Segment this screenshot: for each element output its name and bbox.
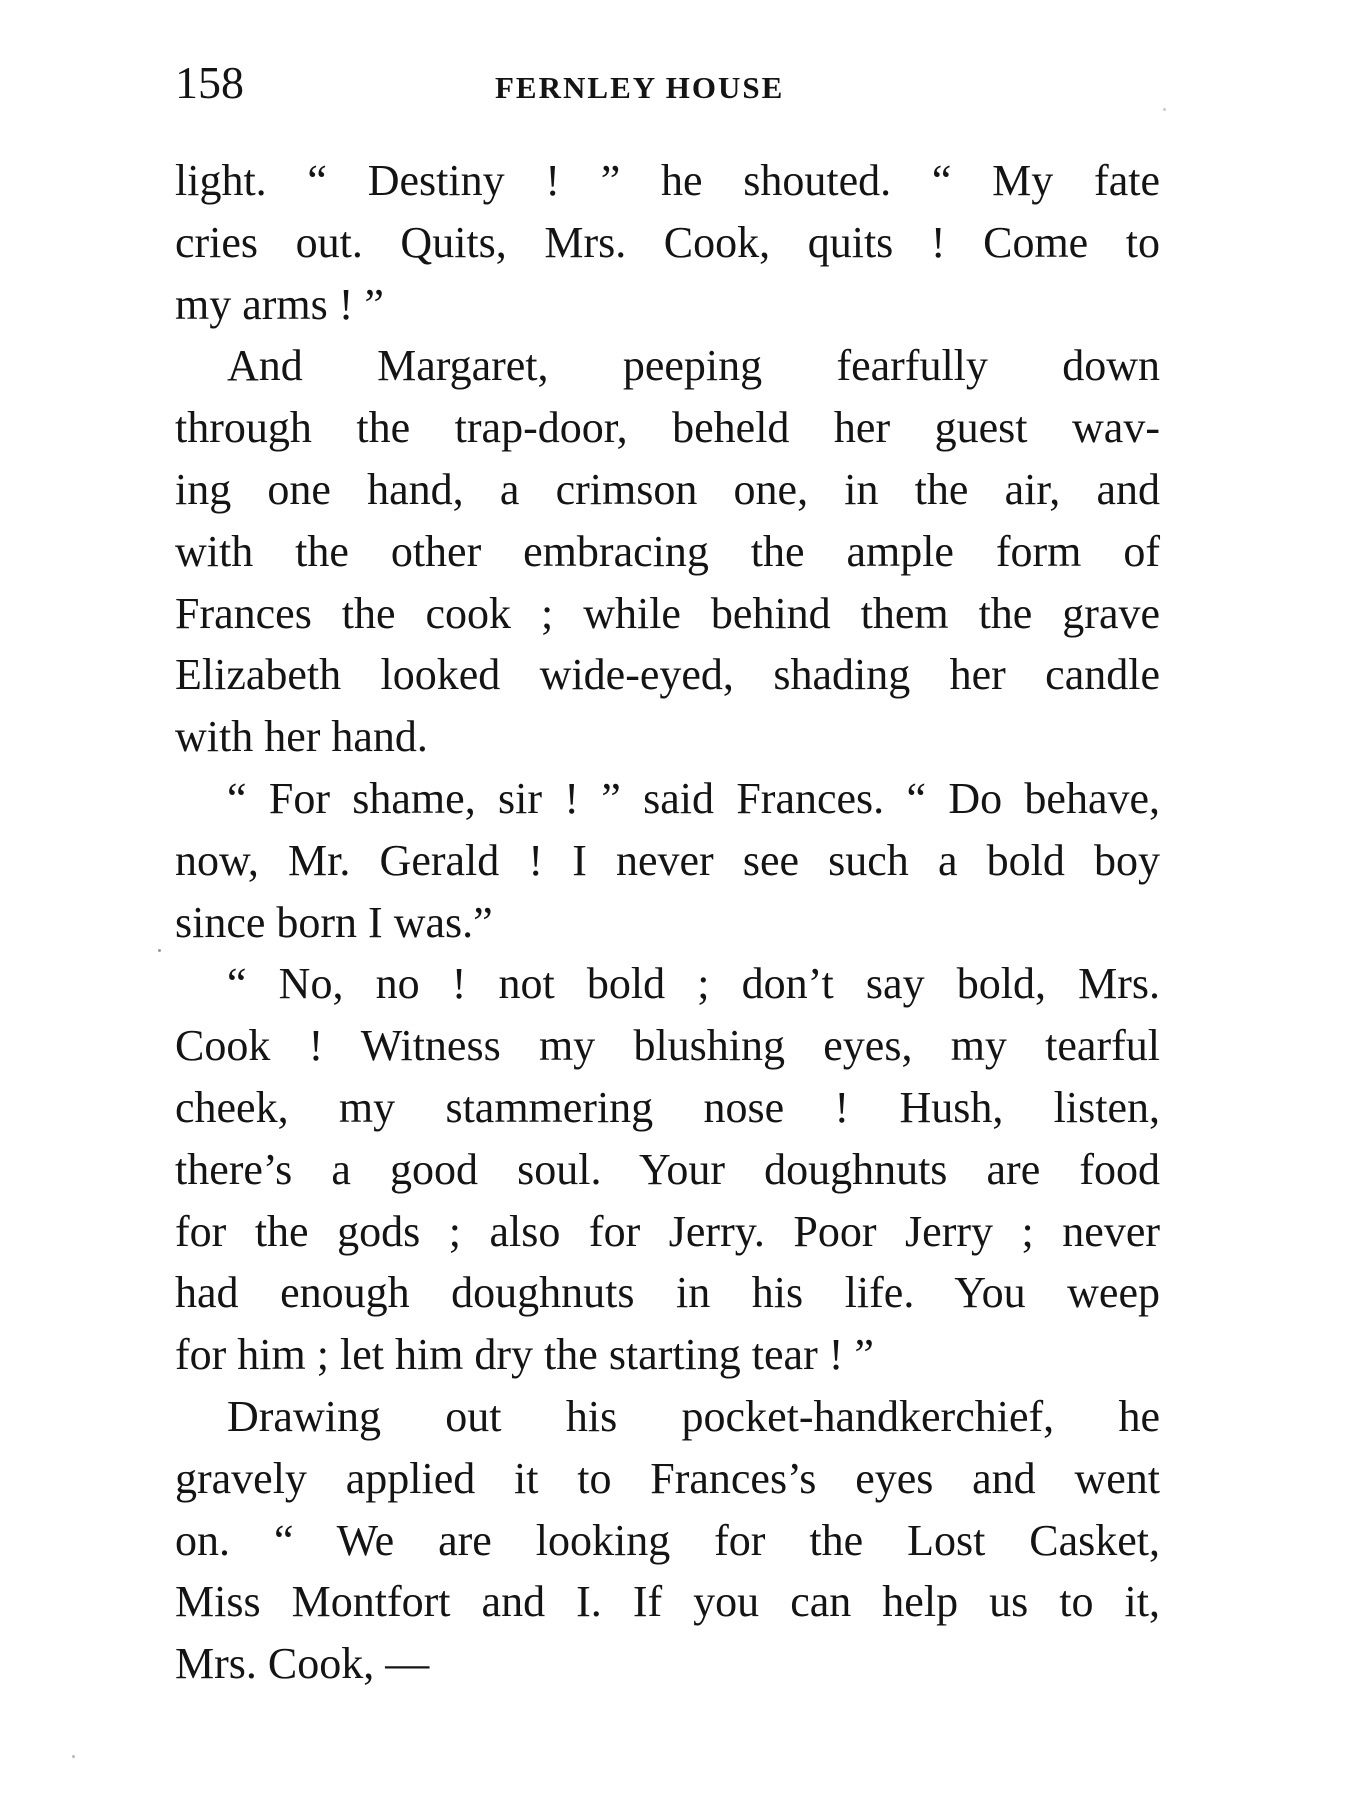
body-text xyxy=(175,150,1160,1695)
page-number: 158 xyxy=(175,57,244,108)
text-line: with the other embracing the ample form of xyxy=(175,526,1160,576)
print-speck xyxy=(158,949,161,952)
page-header xyxy=(175,58,1160,118)
paragraph xyxy=(175,150,1160,335)
running-title: FERNLEY HOUSE xyxy=(495,70,785,105)
text-line: Cook ! Witness my blushing eyes, my tearful xyxy=(175,1021,1160,1071)
text-line: Drawing out his pocket-handkerchief, he xyxy=(227,1391,1160,1441)
text-line: “ For shame, sir ! ” said Frances. “ Do behave, xyxy=(227,773,1160,823)
paragraph xyxy=(175,335,1160,768)
text-line: light. “ Destiny ! ” he shouted. “ My fate xyxy=(175,156,1160,205)
print-speck xyxy=(1163,108,1166,111)
text-line: gravely applied it to Frances’s eyes and went xyxy=(175,1453,1160,1503)
paragraph xyxy=(175,768,1160,953)
text-line: with her hand. xyxy=(175,712,428,762)
text-line: there’s a good soul. Your doughnuts are food xyxy=(175,1144,1160,1194)
text-line: my arms ! ” xyxy=(175,279,384,329)
text-line: ing one hand, a crimson one, in the air, and xyxy=(175,464,1160,514)
text-line: since born I was.” xyxy=(175,897,493,947)
text-line: through the trap-door, beheld her guest wav- xyxy=(175,403,1160,453)
paragraph xyxy=(175,953,1160,1386)
text-line: cries out. Quits, Mrs. Cook, quits ! Come to xyxy=(175,217,1160,267)
text-line: Miss Montfort and I. If you can help us to it, xyxy=(175,1577,1160,1627)
text-line: Elizabeth looked wide-eyed, shading her candle xyxy=(175,650,1160,700)
print-speck xyxy=(72,1755,75,1758)
text-line: now, Mr. Gerald ! I never see such a bold boy xyxy=(175,835,1160,885)
text-line: Mrs. Cook, — xyxy=(175,1639,430,1689)
paragraph xyxy=(175,1386,1160,1695)
text-line: cheek, my stammering nose ! Hush, listen, xyxy=(175,1082,1160,1132)
text-line: for him ; let him dry the starting tear ! ” xyxy=(175,1330,874,1380)
text-line: for the gods ; also for Jerry. Poor Jerry ; never xyxy=(175,1206,1160,1256)
text-line: Frances the cook ; while behind them the grave xyxy=(175,588,1160,638)
text-line: “ No, no ! not bold ; don’t say bold, Mrs. xyxy=(227,959,1160,1009)
text-line: on. “ We are looking for the Lost Casket, xyxy=(175,1515,1160,1565)
text-line: And Margaret, peeping fearfully down xyxy=(227,341,1160,391)
text-line: had enough doughnuts in his life. You weep xyxy=(175,1268,1160,1318)
